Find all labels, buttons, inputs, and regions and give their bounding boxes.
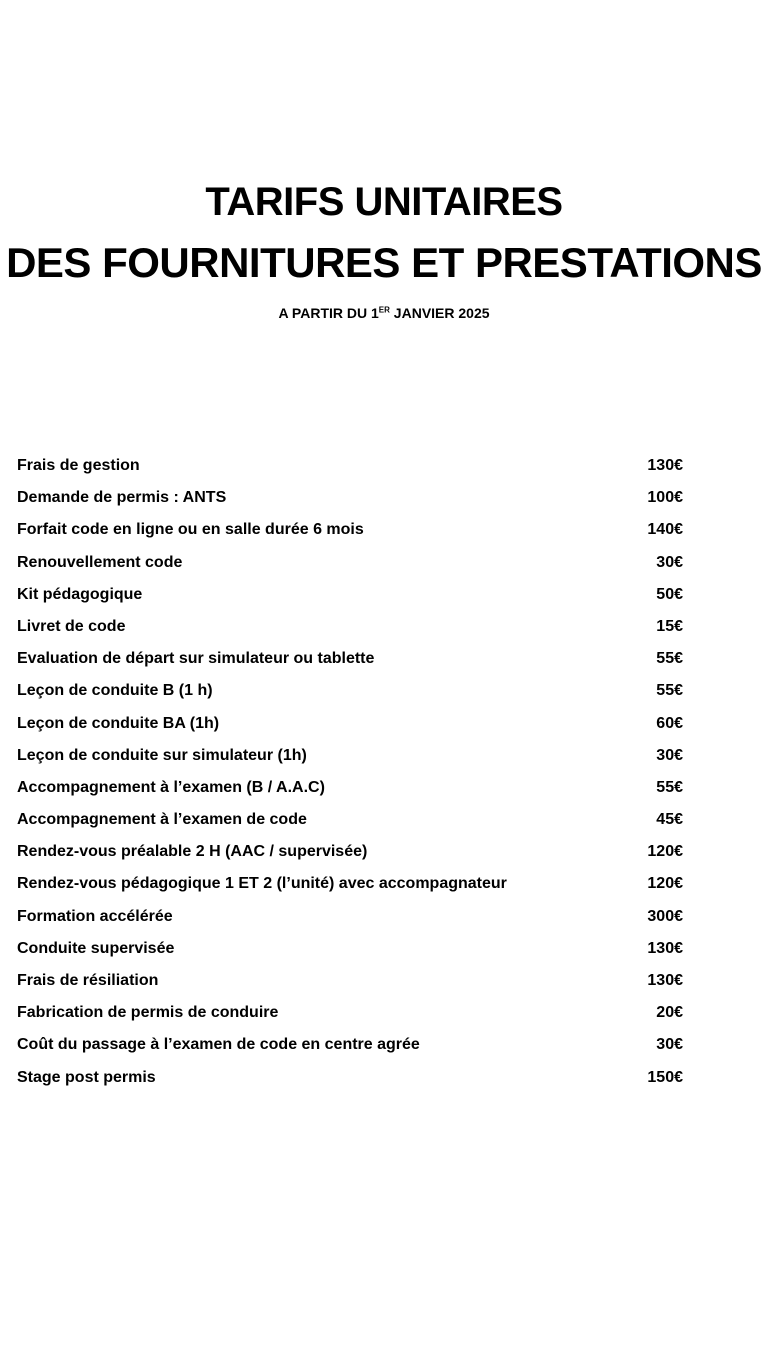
price-value: 30€: [656, 553, 683, 571]
price-value: 130€: [647, 457, 683, 474]
price-value: 150€: [647, 1068, 683, 1086]
price-label: Leçon de conduite B (1 h): [17, 682, 213, 700]
page-title-line-1: TARIFS UNITAIRES: [205, 180, 563, 224]
price-label: Stage post permis: [17, 1068, 156, 1086]
price-value: 55€: [656, 682, 683, 700]
price-label: Accompagnement à l’examen de code: [17, 811, 307, 829]
price-label: Frais de gestion: [17, 457, 140, 474]
price-row: [17, 901, 717, 933]
price-value: 140€: [647, 521, 683, 539]
price-row: [17, 1029, 717, 1061]
price-value: 15€: [656, 617, 683, 635]
page-title-line-2: DES FOURNITURES ET PRESTATIONS: [6, 239, 762, 286]
price-label: Livret de code: [17, 617, 126, 635]
price-value: 60€: [656, 714, 683, 732]
price-value: 120€: [647, 875, 683, 893]
price-row: [17, 997, 717, 1029]
subtitle-prefix: A PARTIR DU 1: [278, 305, 379, 321]
price-value: 120€: [647, 843, 683, 861]
price-label: Forfait code en ligne ou en salle durée 6 mois: [17, 521, 364, 539]
price-value: 300€: [647, 907, 683, 925]
price-value: 45€: [656, 811, 683, 829]
price-row: [17, 740, 717, 772]
price-list: [17, 450, 717, 1094]
price-row: [17, 1062, 717, 1094]
subtitle-suffix: JANVIER 2025: [389, 305, 490, 321]
effective-date-subtitle: [0, 304, 768, 322]
price-value: 20€: [656, 1004, 683, 1022]
price-label: Leçon de conduite sur simulateur (1h): [17, 746, 307, 764]
price-row: [17, 965, 717, 997]
price-row: [17, 868, 717, 900]
price-row: [17, 675, 717, 707]
price-label: Conduite supervisée: [17, 939, 175, 957]
price-value: 130€: [647, 972, 683, 989]
price-row: [17, 933, 717, 965]
price-row: [17, 836, 717, 868]
price-row: [17, 708, 717, 740]
price-label: Renouvellement code: [17, 553, 183, 571]
price-value: 30€: [656, 1036, 683, 1054]
price-label: Formation accélérée: [17, 907, 173, 925]
price-value: 55€: [656, 778, 683, 796]
price-value: 30€: [656, 746, 683, 764]
price-value: 55€: [656, 650, 683, 668]
price-row: [17, 450, 717, 482]
price-row: [17, 643, 717, 675]
price-row: [17, 482, 717, 514]
price-label: Evaluation de départ sur simulateur ou tablette: [17, 650, 375, 668]
price-row: [17, 547, 717, 579]
price-label: Leçon de conduite BA (1h): [17, 714, 220, 732]
price-label: Coût du passage à l’examen de code en centre agrée: [17, 1036, 420, 1054]
price-row: [17, 804, 717, 836]
price-row: [17, 579, 717, 611]
price-label: Frais de résiliation: [17, 972, 159, 989]
price-row: [17, 514, 717, 546]
price-label: Accompagnement à l’examen (B / A.A.C): [17, 778, 325, 796]
price-label: Kit pédagogique: [17, 585, 143, 603]
price-value: 130€: [647, 939, 683, 957]
price-value: 50€: [656, 585, 683, 603]
price-value: 100€: [647, 489, 683, 507]
price-row: [17, 772, 717, 804]
price-label: Rendez-vous préalable 2 H (AAC / supervisée): [17, 843, 368, 861]
price-row: [17, 611, 717, 643]
subtitle-superscript: ER: [378, 305, 390, 315]
price-label: Rendez-vous pédagogique 1 ET 2 (l’unité) avec accompagnateur: [17, 875, 507, 893]
price-label: Demande de permis : ANTS: [17, 489, 227, 507]
price-label: Fabrication de permis de conduire: [17, 1004, 279, 1022]
